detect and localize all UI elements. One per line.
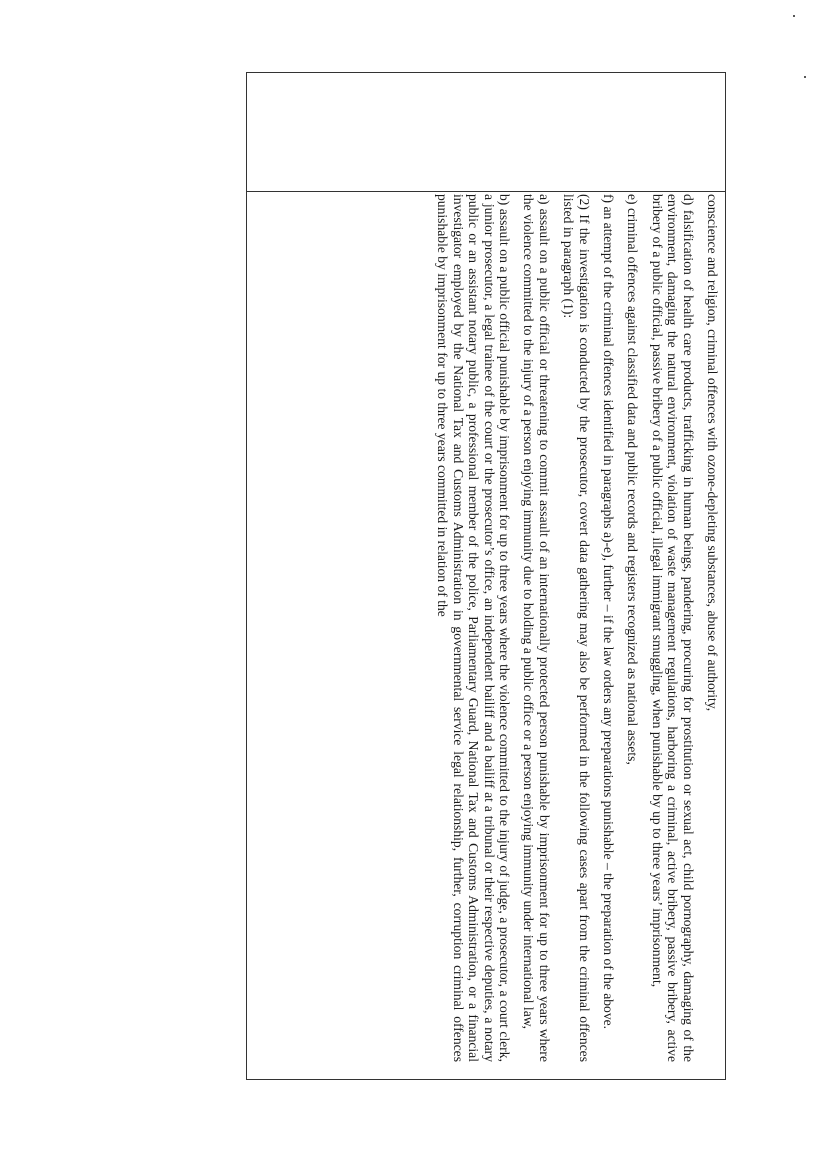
rotated-text-column xyxy=(248,190,726,1070)
scan-speck xyxy=(804,76,806,78)
paragraph-continuation: conscience and religion, criminal offences with ozone-depleting substances, abuse of authority, xyxy=(705,194,720,712)
paragraph-section-2: (2) If the investigation is conducted by the prosecutor, covert data gathering may also be performed in the following cases apart from the criminal offences listed in paragraph (1): xyxy=(561,194,592,1062)
paragraph-item-a: a) assault on a public official or threatening to commit assault of an internationally protected person punishable by imprisonment for up to three years where the violence committed to the injury of a person enjoying immunity due to holding a public office or a person enjoying immunity under international law, xyxy=(521,194,552,1062)
paragraph-item-d: d) falsification of health care products, trafficking in human beings, pandering, procuring for prostitution or sexual act, child pornography, damaging of the environment, damaging the natural environment, violation of waste management regulations, harboring a criminal, active bribery, passive bribery, active bribery of a public official, passive bribery of a public official, illegal immigrant smuggling, when punishable by up to three years’ imprisonment, xyxy=(649,194,696,1062)
scan-speck xyxy=(793,15,795,17)
paragraph-item-b: b) assault on a public official punishable by imprisonment for up to three years where the violence committed to the injury of judge, a prosecutor, a court clerk, a junior prosecutor, a legal trainee of the court or the prosecutor’s office, an independent bailiff and a bailiff at a tribunal or their respective deputies, a notary public or an assistant notary public, a professional member of the police, Parliamentary Guard, National Tax and Customs Administration, or a financial investigator employed by the National Tax and Customs Administration in governmental service legal relationship, further, corruption criminal offences punishable by imprisonment for up to three years committed in relation of the xyxy=(435,194,512,1062)
table-cell xyxy=(246,190,726,1080)
paragraph-item-e: e) criminal offences against classified data and public records and registers recognized as national assets, xyxy=(625,194,641,765)
paragraph-item-f: f) an attempt of the criminal offences identified in paragraphs a)-e), further – if the law orders any preparations punishable – the preparation of the above. xyxy=(600,194,616,1030)
